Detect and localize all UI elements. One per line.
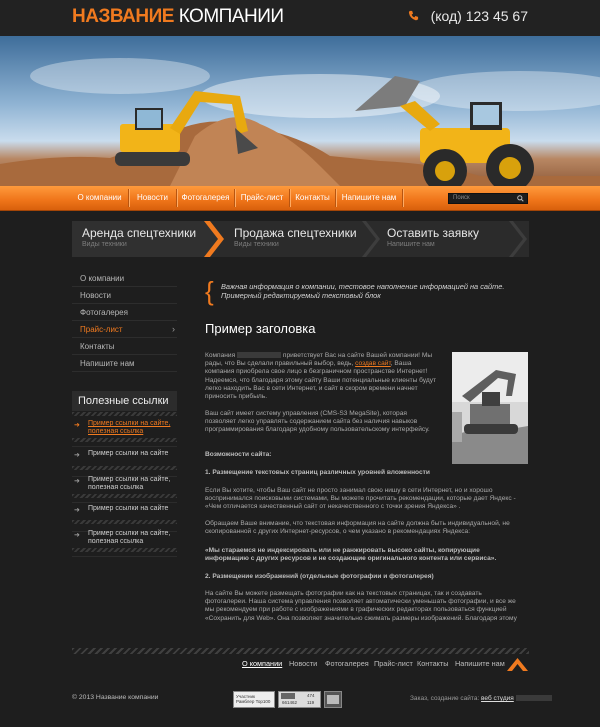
useful-link[interactable] [72,474,177,503]
service-title: Оставить заявку [387,226,479,240]
useful-links-title: Полезные ссылки [72,391,177,411]
service-subtitle: Напишите нам [387,241,435,248]
search-input[interactable] [448,193,528,204]
created-prefix: Заказ, создание сайта: [410,695,480,702]
footer-divider [72,648,529,654]
intro-part: Компания [205,352,236,359]
footer-nav-gallery[interactable]: Фотогалерея [325,659,369,668]
phone-block [408,8,528,24]
counter-bar [281,693,295,699]
service-rent[interactable] [72,221,212,257]
logo-light: КОМПАНИИ [178,6,284,27]
intro-part: приветствует Вас на сайте Вашей компании! Мы рады, что Вы сделали правильный выбор, ведь, [205,352,433,368]
hero-banner [0,36,600,186]
excavator-photo [452,352,528,464]
divider [72,548,177,552]
nav-item-pricelist[interactable]: Прайс-лист [240,193,284,202]
construction-photo [0,36,600,186]
useful-link-label: Пример ссылки на сайте [88,450,169,457]
search-placeholder: Поиск [453,195,470,201]
yandex-quote: «Мы стараемся не индексировать или не ранжировать высоко сайты, копирующие информацию с других ресурсов и не создающие оригинального контента или сервиса». [205,547,497,563]
useful-link[interactable] [72,418,177,447]
service-request[interactable] [377,221,517,257]
sidebar-item-write-us[interactable]: Напишите нам [72,355,177,372]
service-subtitle: Виды техники [234,241,279,248]
search-icon[interactable] [517,195,524,204]
sidebar-item-pricelist[interactable] [72,321,177,338]
arrow-right-icon: ➜ [74,422,80,429]
footer-nav-write-us[interactable]: Напишите нам [455,659,505,668]
page-title: Пример заголовка [205,321,316,336]
counter-badge[interactable] [324,691,342,708]
divider [72,494,177,498]
arrow-right-icon: ➜ [74,532,80,539]
sidebar-item-contacts[interactable]: Контакты [72,338,177,355]
features-heading: Возможности сайта: [205,451,272,458]
service-sale[interactable] [224,221,364,257]
created-by [410,695,552,702]
logo-strong: НАЗВАНИЕ [72,6,174,27]
intro-paragraph [205,352,439,401]
service-title: Аренда спецтехники [82,226,197,240]
useful-link-label: Пример ссылки на сайте, полезная ссылка [88,476,171,491]
studio-name-mask [516,695,552,701]
site-logo[interactable] [72,6,284,28]
useful-link-label: Пример ссылки на сайте, полезная ссылка [88,530,171,545]
divider [72,466,177,470]
chevron-right-icon: › [172,324,175,334]
counter-id: 661462 [282,700,298,705]
quote-text: Важная информация о компании, тестовое наполнение информацией на сайте. Примерный редактируемый текстовый блок [221,282,505,300]
brace-icon: { [205,276,214,306]
services-bar [72,221,529,257]
footer-nav-pricelist[interactable]: Прайс-лист [374,659,413,668]
studio-link[interactable]: веб студия [481,695,514,702]
divider [72,412,177,416]
nav-item-write-us[interactable]: Напишите нам [341,193,397,202]
arrow-right-icon: ➜ [74,478,80,485]
arrow-right-icon: ➜ [74,507,80,514]
feature-1-heading: 1. Размещение текстовых страниц различных уровней вложенности [205,469,430,476]
footer-nav-contacts[interactable]: Контакты [417,659,449,668]
sidebar-item-news[interactable]: Новости [72,287,177,304]
service-title: Продажа спецтехники [234,226,357,240]
phone-number: (код) 123 45 67 [430,8,528,24]
footer-nav-news[interactable]: Новости [289,659,318,668]
cms-paragraph: Ваш сайт имеет систему управления (CMS-S3 MegaSite), которая позволяет легко управлять содержанием сайта без наличия навыков программирования благодаря удобному пользовательскому интерфейсу. [205,410,430,434]
rambler-counter[interactable] [233,691,275,708]
nav-item-news[interactable]: Новости [137,193,168,202]
divider [72,438,177,442]
useful-link[interactable] [72,448,177,477]
counter-value: 119 [307,700,315,705]
sidebar-item-gallery[interactable]: Фотогалерея [72,304,177,321]
arrow-up-icon[interactable] [506,655,529,678]
useful-link-label: Пример ссылки на сайте, полезная ссылка [88,420,171,435]
useful-link[interactable] [72,528,177,557]
nav-item-about[interactable]: О компании [77,193,122,202]
service-subtitle: Виды техники [82,241,127,248]
nav-item-contacts[interactable]: Контакты [295,193,330,202]
paragraph: Если Вы хотите, чтобы Ваш сайт не просто занимал свою нишу в сети Интернет, но и хорошо воспринимался поисковыми системами, Вы можете прочитать рекомендации, которые дает Яндекс - «Чем отличается качественный сайт от некачественного с точки зрения Яндекса» . [205,487,516,511]
feature-2-heading: 2. Размещение изображений (отдельные фотографии и фотогалерея) [205,573,434,580]
arrow-right-icon: ➜ [74,452,80,459]
counter-label: Участник Рамблер Top100 [236,694,271,704]
paragraph: На сайте Вы можете размещать фотографии как на текстовых страницах, так и создавать фотогалереи. Наша система управления позволяет автоматически уменьшать фотографии, и все же мы рекомендуем при работе с изображениями в графических редакторах пользоваться функцией «Сохранить для Web». Она позволяет значительно сжимать размеры изображений. Благодаря этому [205,590,517,622]
sidebar-item-about[interactable]: О компании [72,270,177,287]
sidebar-item-label: Прайс-лист [80,325,123,334]
divider [72,520,177,524]
create-site-link[interactable]: создав сайт [355,360,391,368]
copyright: © 2013 Название компании [72,694,159,701]
footer-nav-about[interactable]: О компании [242,659,283,668]
intro-part: , Ваша компания приобрела свое лицо в безграничном пространстве Интернет!Надеемся, что благодаря этому сайту Ваши потенциальные клиенты будут легко находить Вас в сети Интернет, и сайт в скором времени начнет приносить прибыль. [205,360,437,401]
useful-link-label: Пример ссылки на сайте [88,505,169,512]
paragraph: Обращаем Ваше внимание, что текстовая информация на сайте должна быть индивидуальной, не скопированной с других Интернет-ресурсов, о чем указано в рекомендациях Яндекса: [205,520,510,536]
phone-icon [408,8,419,24]
liveinternet-counter[interactable] [278,691,321,708]
nav-item-gallery[interactable]: Фотогалерея [181,193,230,202]
company-name-mask [237,352,281,358]
counter-value: 474 [307,693,315,698]
